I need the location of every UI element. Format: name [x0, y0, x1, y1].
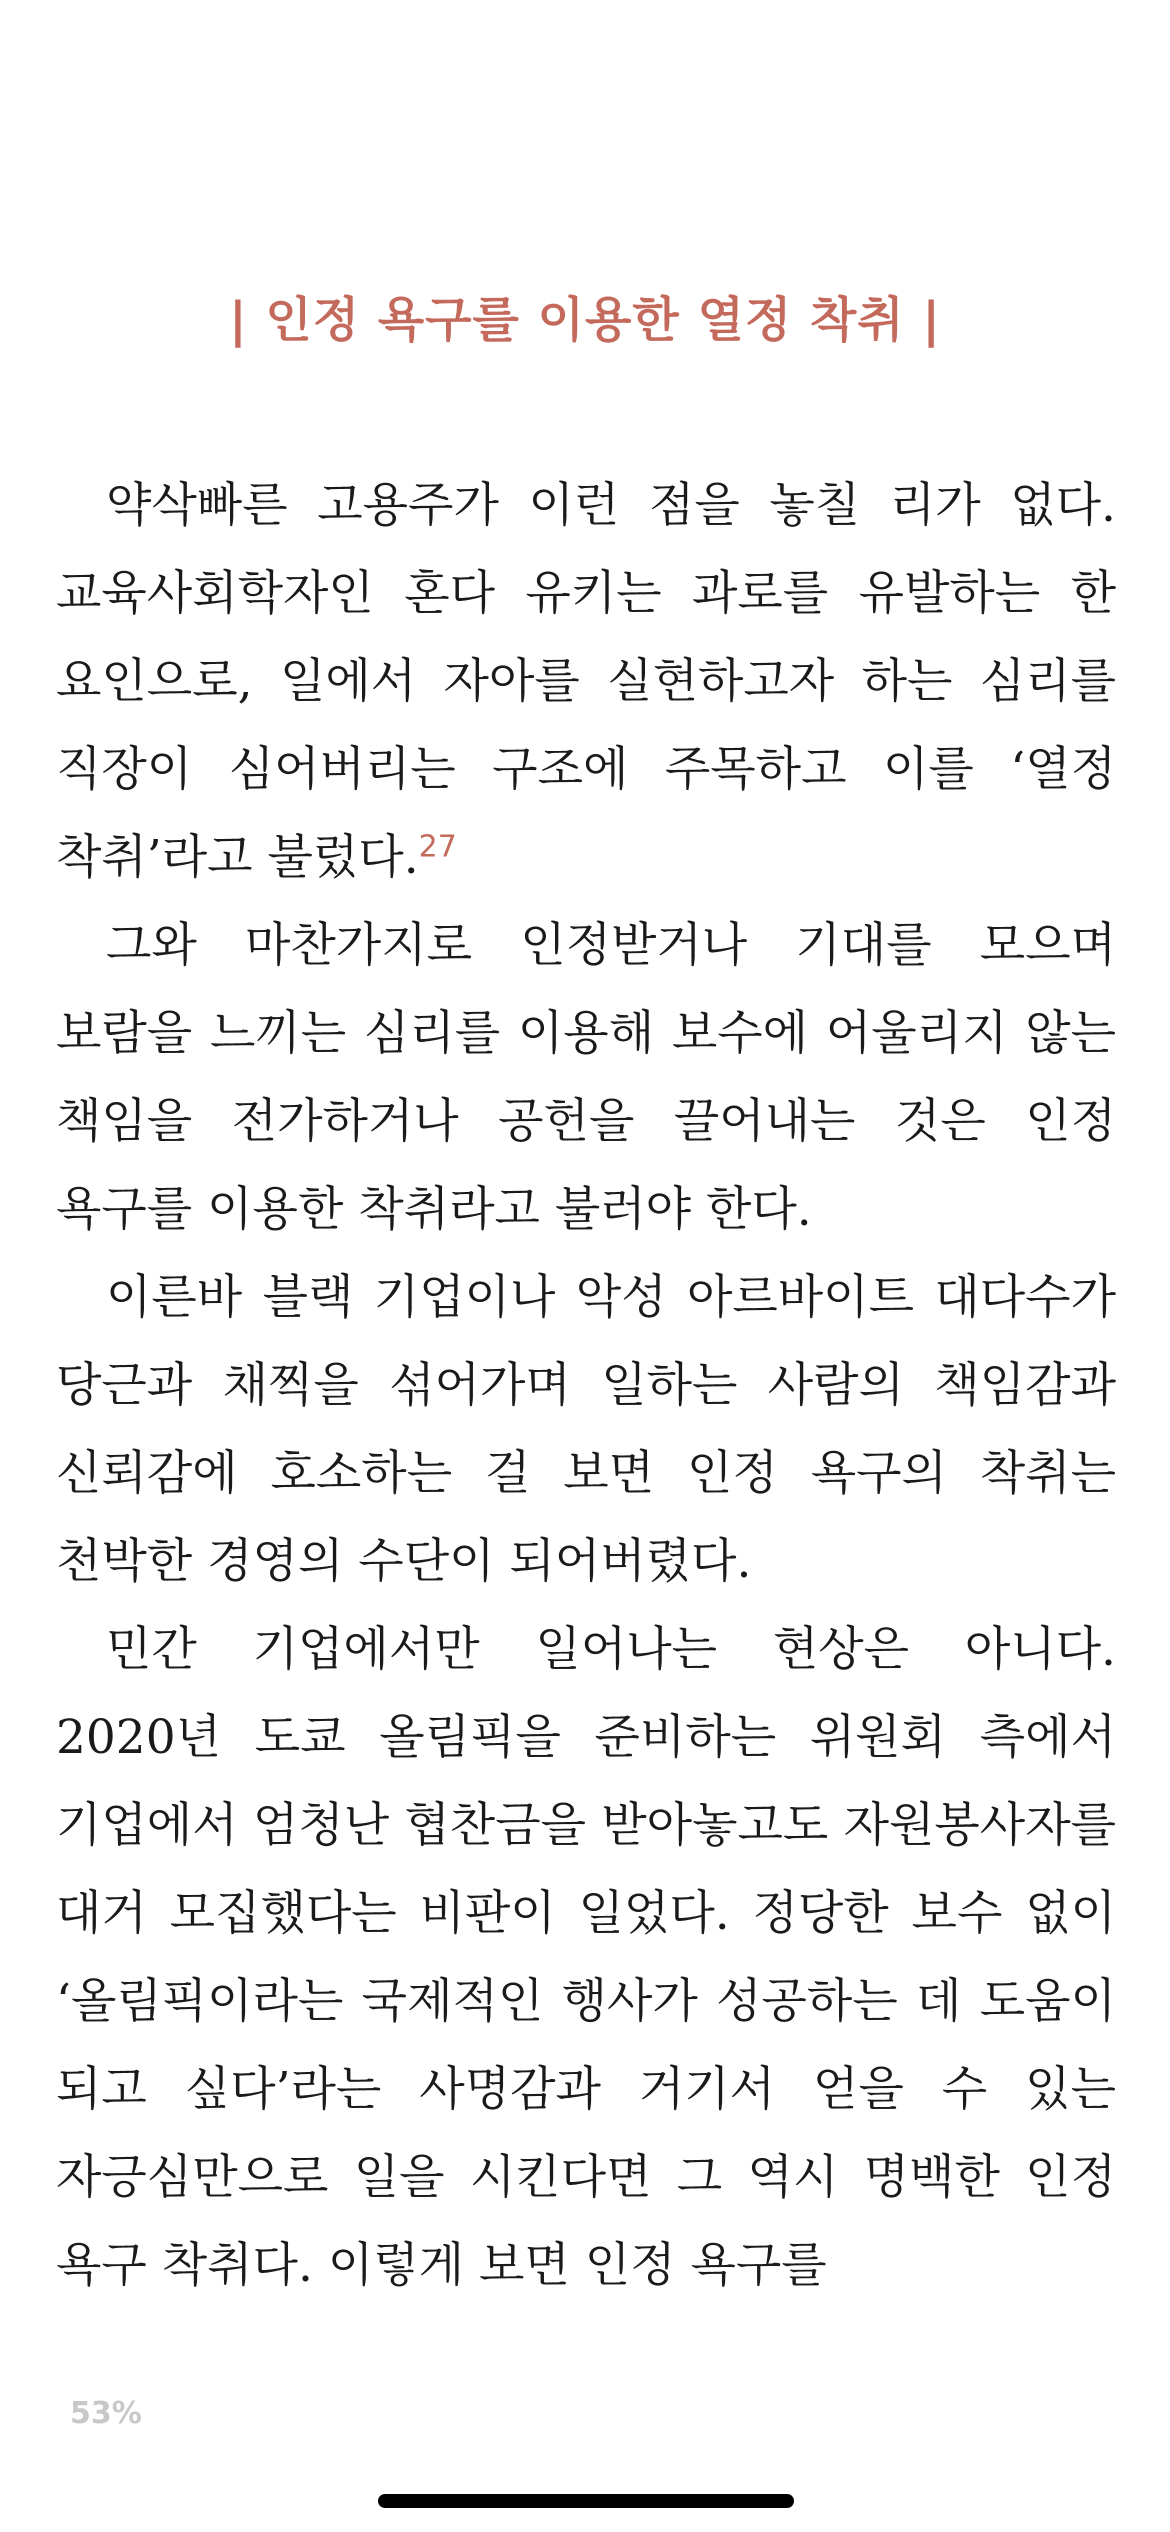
paragraph-text: 이른바 블랙 기업이나 악성 아르바이트 대다수가 당근과 채찍을 섞어가며 일하는 사람의 책임감과 신뢰감에 호소하는 걸 보면 인정 욕구의 착취는 천박한 경영의 수단이 되어버렸다. — [56, 1270, 1116, 1589]
paragraph-text: 민간 기업에서만 일어나는 현상은 아니다. 2020년 도쿄 올림픽을 준비하는 위원회 측에서 기업에서 엄청난 협찬금을 받아놓고도 자원봉사자를 대거 모집했다는 비판이 일었다. 정당한 보수 없이 ‘올림픽이라는 국제적인 행사가 성공하는 데 도움이 되고 싶다’라는 사명감과 거기서 얻을 수 있는 자긍심만으로 일을 시킨다면 그 역시 명백한 인정 욕구 착취다. 이렇게 보면 인정 욕구를 — [56, 1622, 1116, 2293]
home-indicator[interactable] — [378, 2494, 794, 2508]
paragraph — [56, 1254, 1116, 1606]
footnote-marker[interactable]: 27 — [418, 829, 457, 865]
paragraph — [56, 462, 1116, 902]
reading-progress: 53% — [70, 2396, 142, 2431]
body-text — [56, 462, 1116, 2310]
paragraph — [56, 1606, 1116, 2310]
paragraph-text: 그와 마찬가지로 인정받거나 기대를 모으며 보람을 느끼는 심리를 이용해 보수에 어울리지 않는 책임을 전가하거나 공헌을 끌어내는 것은 인정 욕구를 이용한 착취라고 불러야 한다. — [56, 918, 1116, 1237]
paragraph — [56, 902, 1116, 1254]
section-heading: | 인정 욕구를 이용한 열정 착취 | — [229, 292, 941, 348]
paragraph-text: 약삭빠른 고용주가 이런 점을 놓칠 리가 없다. 교육사회학자인 혼다 유키는 과로를 유발하는 한 요인으로, 일에서 자아를 실현하고자 하는 심리를 직장이 심어버리는 구조에 주목하고 이를 ‘열정 착취’라고 불렀다. — [56, 478, 1116, 885]
